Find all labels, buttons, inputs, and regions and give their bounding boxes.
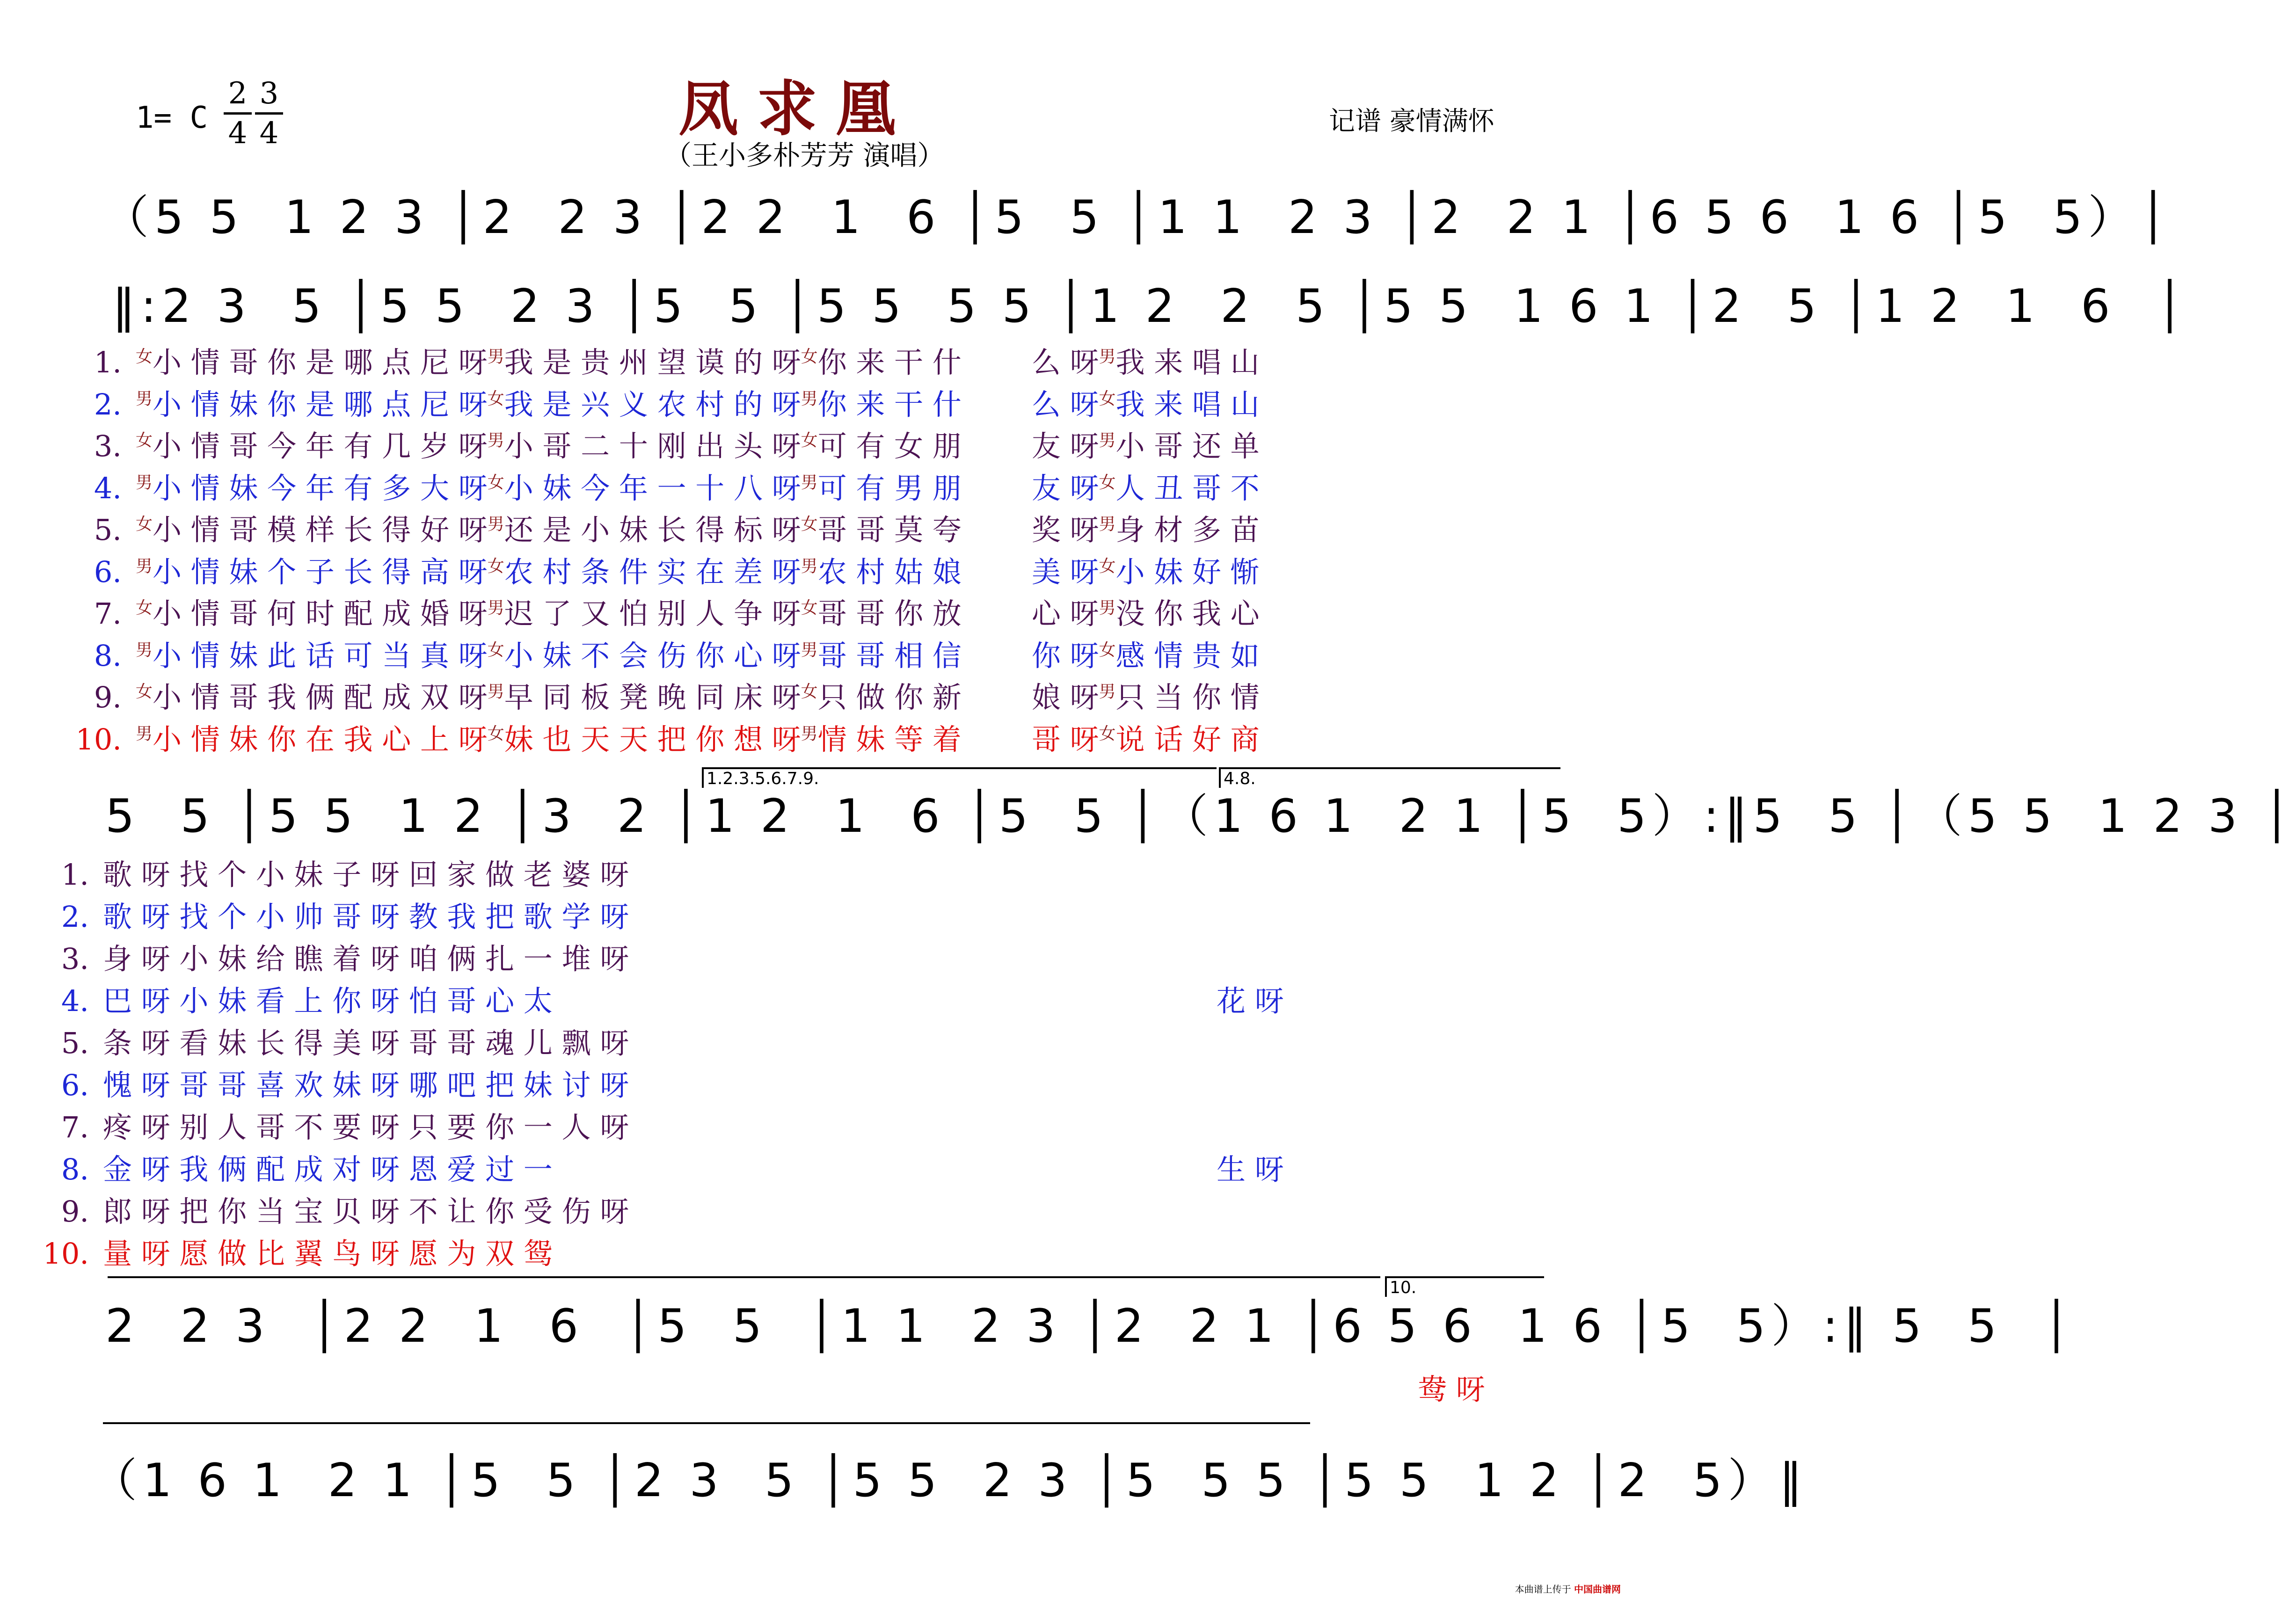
song-subtitle: （王小多朴芳芳 演唱） [664, 139, 945, 171]
site-logo: 中国曲谱网 [1574, 1584, 1621, 1595]
singer-marker: 女 [136, 682, 153, 701]
singer-marker: 女 [136, 431, 153, 450]
singer-marker: 男 [1099, 431, 1116, 450]
lyric-segment: 哥 哥 你 放 [817, 596, 962, 631]
lyric-segment: 心 呀 [1031, 596, 1099, 631]
verse-number: 3. [94, 429, 122, 463]
singer-marker: 男 [801, 389, 818, 408]
verse-number: 1. [94, 345, 122, 379]
time-signature-numerator: 2 [224, 75, 252, 115]
verse-number: 4. [61, 984, 89, 1018]
time-signature-denominator: 4 [259, 116, 279, 151]
lyric-segment: 可 有 女 朋 [817, 429, 962, 463]
lyric-segment: 小 情 妹 你 是 哪 点 尼 呀 [153, 387, 488, 422]
singer-marker: 女 [487, 640, 504, 660]
singer-marker: 男 [136, 389, 153, 408]
singer-marker: 男 [487, 515, 504, 534]
verse-line [14, 894, 629, 935]
singer-marker: 女 [1099, 724, 1116, 743]
verse-line [14, 1020, 629, 1062]
singer-marker: 男 [487, 682, 504, 701]
verse-number: 5. [61, 1026, 89, 1060]
verse-number: 6. [61, 1068, 89, 1102]
lyric-segment: 巴 呀 小 妹 看 上 你 呀 怕 哥 心 太 [103, 984, 553, 1018]
verse-number: 6. [94, 554, 122, 589]
singer-marker: 女 [487, 556, 504, 576]
singer-marker: 女 [801, 347, 818, 366]
phrase-bracket [108, 1276, 1380, 1278]
lyric-ending-segment: 生 呀 [1217, 1152, 1284, 1186]
lyric-segment: 哥 哥 莫 夸 [817, 513, 962, 547]
verse-number: 9. [61, 1194, 89, 1229]
singer-marker: 男 [1099, 515, 1116, 534]
verse-line [47, 716, 1260, 758]
verse-number: 9. [94, 680, 122, 714]
lyric-segment: 我 来 唱 山 [1115, 345, 1260, 379]
notation-line: （1 6 1 2 1 │5 5 │2 3 5 │5 5 2 3 │5 5 5 │5 5 1 2 │2 5）‖ [91, 1454, 1808, 1507]
lyric-segment: 条 呀 看 妹 长 得 美 呀 哥 哥 魂 儿 飘 呀 [103, 1026, 629, 1060]
lyric-segment: 友 呀 [1031, 471, 1099, 505]
time-signature-2-4 [224, 75, 252, 152]
verse-number: 1. [61, 858, 89, 892]
lyric-segment: 娘 呀 [1031, 680, 1099, 714]
singer-marker: 男 [1099, 598, 1116, 618]
singer-marker: 男 [136, 556, 153, 576]
lyric-segment: 愧 呀 哥 哥 喜 欢 妹 呀 哪 吧 把 妹 讨 呀 [103, 1068, 629, 1102]
lyric-segment: 么 呀 [1031, 345, 1099, 379]
verse-line [14, 978, 553, 1019]
lyric-segment: 迟 了 又 怕 别 人 争 呀 [504, 596, 801, 631]
lyric-segment: 农 村 条 件 实 在 差 呀 [504, 554, 801, 589]
key-signature: 1= C [136, 101, 208, 135]
lyric-segment: 身 材 多 苗 [1115, 513, 1260, 547]
footer-watermark [1515, 1582, 1621, 1595]
lyric-segment: 小 哥 二 十 刚 出 头 呀 [504, 429, 801, 463]
singer-marker: 女 [801, 515, 818, 534]
notation-line: 2 2 3 │2 2 1 6 │5 5 │1 1 2 3 │2 2 1 │6 5 6 1 6 │5 5）:‖ 5 5 │ [105, 1300, 2076, 1353]
verse-line [47, 381, 1260, 423]
lyric-segment: 情 妹 等 着 [817, 722, 962, 756]
volta-bracket-first [702, 767, 1217, 788]
verse-line [14, 851, 629, 893]
lyric-segment: 身 呀 小 妹 给 瞧 着 呀 咱 俩 扎 一 堆 呀 [103, 942, 629, 976]
verse-number: 8. [94, 638, 122, 673]
lyric-segment: 小 情 哥 今 年 有 几 岁 呀 [153, 429, 488, 463]
singer-marker: 男 [487, 347, 504, 366]
verse-line [47, 590, 1260, 632]
verse-line [47, 507, 1260, 548]
staff-row-5 [91, 1450, 1808, 1535]
lyric-segment: 妹 也 天 天 把 你 想 呀 [504, 722, 801, 756]
verse-number: 7. [61, 1110, 89, 1144]
lyric-segment: 小 情 哥 你 是 哪 点 尼 呀 [153, 345, 488, 379]
singer-marker: 女 [487, 724, 504, 743]
lyric-segment: 小 情 哥 何 时 配 成 婚 呀 [153, 596, 488, 631]
verse-line [14, 1104, 629, 1146]
singer-marker: 女 [1099, 473, 1116, 492]
lyric-segment: 歌 呀 找 个 小 妹 子 呀 回 家 做 老 婆 呀 [103, 858, 629, 892]
lyric-segment: 小 情 哥 模 样 长 得 好 呀 [153, 513, 488, 547]
lyric-segment: 疼 呀 别 人 哥 不 要 呀 只 要 你 一 人 呀 [103, 1110, 629, 1144]
lyric-segment: 可 有 男 朋 [817, 471, 962, 505]
verse-number: 10. [75, 722, 122, 756]
time-signature-numerator: 3 [255, 75, 283, 115]
singer-marker: 男 [801, 640, 818, 660]
lyric-segment: 小 哥 还 单 [1115, 429, 1260, 463]
lyric-segment: 说 话 好 商 [1115, 722, 1260, 756]
lyric-segment: 农 村 姑 娘 [817, 554, 962, 589]
verse-number: 8. [61, 1152, 89, 1186]
lyric-segment: 小 妹 今 年 一 十 八 呀 [504, 471, 801, 505]
lyric-segment: 金 呀 我 俩 配 成 对 呀 恩 爱 过 一 [103, 1152, 553, 1186]
singer-marker: 男 [1099, 347, 1116, 366]
lyric-segment: 我 来 唱 山 [1115, 387, 1260, 422]
time-signature-3-4 [255, 75, 283, 152]
verse-number: 7. [94, 596, 122, 631]
lyric-segment: 小 妹 好 惭 [1115, 554, 1260, 589]
singer-marker: 男 [136, 724, 153, 743]
verse-number: 10. [43, 1236, 89, 1271]
singer-marker: 女 [801, 598, 818, 618]
verse-line [47, 423, 1260, 465]
singer-marker: 男 [136, 640, 153, 660]
lyric-segment: 没 你 我 心 [1115, 596, 1260, 631]
lyric-segment: 你 来 干 什 [817, 387, 962, 422]
lyric-segment: 我 是 兴 义 农 村 的 呀 [504, 387, 801, 422]
lyric-segment: 小 妹 不 会 伤 你 心 呀 [504, 638, 801, 673]
lyric-segment: 只 做 你 新 [817, 680, 962, 714]
singer-marker: 女 [1099, 556, 1116, 576]
phrase-bracket [103, 1422, 1310, 1424]
notation-line: ‖:2 3 5 │5 5 2 3 │5 5 │5 5 5 5 │1 2 2 5 │5 5 1 6 1 │2 5 │1 2 1 6 │ [112, 280, 2189, 333]
notation-line: 5 5 │5 5 1 2 │3 2 │1 2 1 6 │5 5 │（1 6 1 2 1 │5 5）:‖5 5 │（5 5 1 2 3 │ [105, 790, 2296, 843]
singer-marker: 女 [136, 347, 153, 366]
lyric-segment: 早 同 板 凳 晚 同 床 呀 [504, 680, 801, 714]
lyric-segment: 我 是 贵 州 望 谟 的 呀 [504, 345, 801, 379]
singer-marker: 男 [136, 473, 153, 492]
singer-marker: 女 [487, 389, 504, 408]
lyric-segment: 郎 呀 把 你 当 宝 贝 呀 不 让 你 受 伤 呀 [103, 1194, 629, 1229]
volta-label: 10. [1390, 1278, 1417, 1297]
volta-label: 1.2.3.5.6.7.9. [707, 769, 819, 788]
volta-bracket-second [1219, 767, 1560, 788]
lyric-segment: 哥 呀 [1031, 722, 1099, 756]
verse-line [14, 1230, 553, 1272]
ending-lyric: 鸯 呀 [1418, 1372, 1485, 1406]
verse-line [14, 936, 629, 977]
singer-marker: 女 [136, 598, 153, 618]
lyric-segment: 么 呀 [1031, 387, 1099, 422]
singer-marker: 男 [801, 556, 818, 576]
verse-line [47, 633, 1260, 674]
lyric-segment: 你 来 干 什 [817, 345, 962, 379]
lyric-segment: 哥 哥 相 信 [817, 638, 962, 673]
lyric-segment: 歌 呀 找 个 小 帅 哥 呀 教 我 把 歌 学 呀 [103, 900, 629, 934]
verse-number: 3. [61, 942, 89, 976]
singer-marker: 男 [487, 598, 504, 618]
verse-line [14, 1188, 629, 1230]
singer-marker: 女 [1099, 389, 1116, 408]
verse-line [14, 1062, 629, 1104]
verse-line [47, 465, 1260, 507]
lyric-ending-segment: 花 呀 [1217, 984, 1284, 1018]
singer-marker: 男 [487, 431, 504, 450]
verse-line [47, 549, 1260, 590]
verse-line [47, 674, 1260, 716]
song-title: 凤求凰 [678, 74, 915, 144]
verse-number: 5. [94, 513, 122, 547]
lyric-segment: 美 呀 [1031, 554, 1099, 589]
lyric-segment: 小 情 哥 我 俩 配 成 双 呀 [153, 680, 488, 714]
verse-number: 4. [94, 471, 122, 505]
lyric-segment: 还 是 小 妹 长 得 标 呀 [504, 513, 801, 547]
volta-label: 4.8. [1224, 769, 1256, 788]
singer-marker: 男 [801, 473, 818, 492]
lyric-segment: 小 情 妹 今 年 有 多 大 呀 [153, 471, 488, 505]
lyric-segment: 感 情 贵 如 [1115, 638, 1260, 673]
singer-marker: 男 [1099, 682, 1116, 701]
lyric-segment: 小 情 妹 个 子 长 得 高 呀 [153, 554, 488, 589]
verse-number: 2. [94, 387, 122, 422]
footer-text: 本曲谱上传于 [1515, 1584, 1571, 1595]
lyric-segment: 友 呀 [1031, 429, 1099, 463]
staff-row-4 [105, 1296, 2076, 1380]
lyric-segment: 小 情 妹 你 在 我 心 上 呀 [153, 722, 488, 756]
time-signature-denominator: 4 [228, 116, 248, 151]
singer-marker: 女 [801, 682, 818, 701]
singer-marker: 女 [801, 431, 818, 450]
transcriber-credit: 记谱 豪情满怀 [1329, 106, 1494, 137]
verse-line [14, 1146, 553, 1188]
verse-number: 2. [61, 900, 89, 934]
singer-marker: 女 [1099, 640, 1116, 660]
notation-line: （5 5 1 2 3 │2 2 3 │2 2 1 6 │5 5 │1 1 2 3 │2 2 1 │6 5 6 1 6 │5 5）│ [103, 191, 2173, 244]
lyric-segment: 量 呀 愿 做 比 翼 鸟 呀 愿 为 双 鸳 [103, 1236, 553, 1271]
lyric-segment: 奖 呀 [1031, 513, 1099, 547]
verse-line [47, 339, 1260, 381]
volta-bracket-third [1385, 1276, 1544, 1297]
lyric-segment: 只 当 你 情 [1115, 680, 1260, 714]
singer-marker: 女 [136, 515, 153, 534]
staff-row-1 [103, 187, 2173, 271]
lyric-segment: 小 情 妹 此 话 可 当 真 呀 [153, 638, 488, 673]
lyric-segment: 人 丑 哥 不 [1115, 471, 1260, 505]
singer-marker: 女 [487, 473, 504, 492]
singer-marker: 男 [801, 724, 818, 743]
lyric-segment: 你 呀 [1031, 638, 1099, 673]
